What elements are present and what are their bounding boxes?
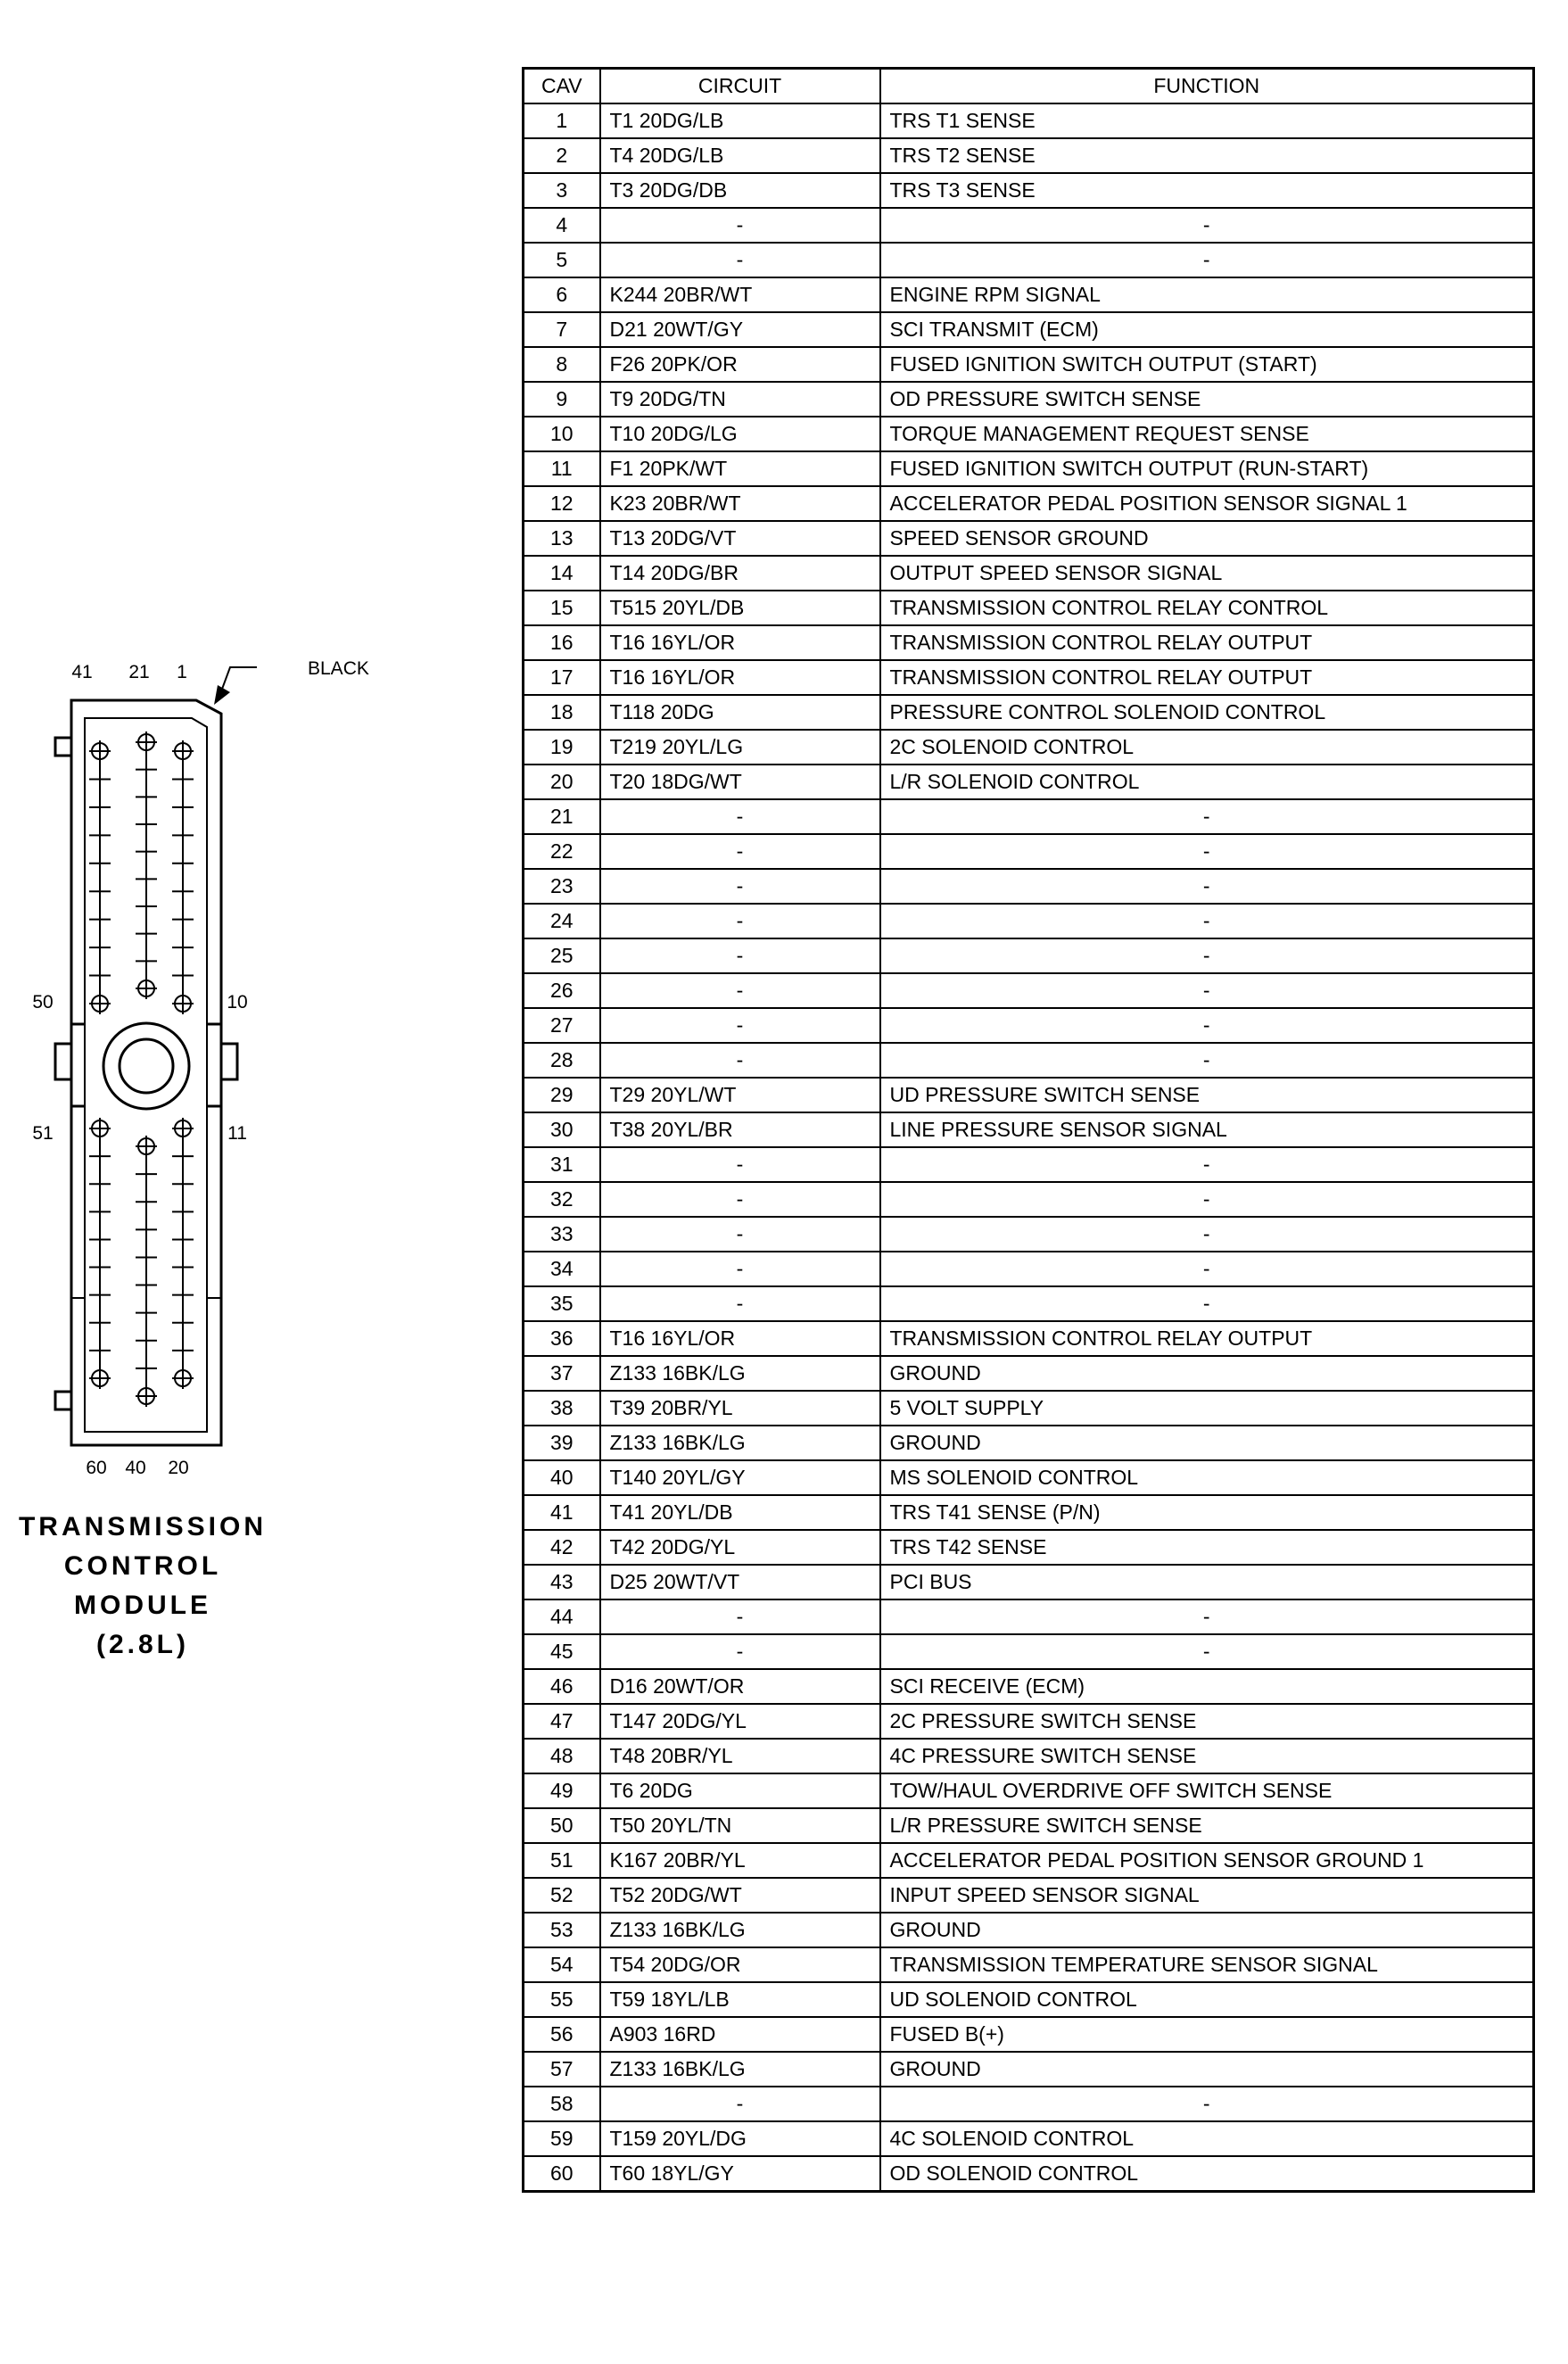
function-cell: TRANSMISSION CONTROL RELAY OUTPUT (880, 660, 1534, 695)
table-row (524, 1112, 1534, 1147)
cav-cell: 38 (524, 1391, 600, 1426)
cav-cell: 42 (524, 1530, 600, 1565)
circuit-cell: - (600, 2087, 880, 2121)
cav-cell: 6 (524, 277, 600, 312)
cav-cell: 25 (524, 938, 600, 973)
cav-cell: 5 (524, 243, 600, 277)
cavity-pin (172, 993, 194, 1014)
left-label-51: 51 (32, 1123, 54, 1144)
function-cell: OD PRESSURE SWITCH SENSE (880, 382, 1534, 417)
cav-cell: 21 (524, 799, 600, 834)
circuit-cell: T140 20YL/GY (600, 1460, 880, 1495)
table-row (524, 730, 1534, 765)
circuit-cell: - (600, 834, 880, 869)
cav-cell: 24 (524, 904, 600, 938)
function-cell: - (880, 973, 1534, 1008)
cav-cell: 50 (524, 1808, 600, 1843)
circuit-cell: T16 16YL/OR (600, 660, 880, 695)
function-cell: TORQUE MANAGEMENT REQUEST SENSE (880, 417, 1534, 451)
circuit-cell: T159 20YL/DG (600, 2121, 880, 2156)
circuit-cell: - (600, 938, 880, 973)
cav-cell: 45 (524, 1634, 600, 1669)
circuit-cell: D16 20WT/OR (600, 1669, 880, 1704)
circuit-cell: - (600, 973, 880, 1008)
cav-cell: 4 (524, 208, 600, 243)
circuit-cell: - (600, 1043, 880, 1078)
connector-title-line: CONTROL (63, 1551, 222, 1581)
function-cell: - (880, 1217, 1534, 1252)
right-label-11: 11 (227, 1123, 247, 1144)
circuit-cell: - (600, 1599, 880, 1634)
cav-cell: 52 (524, 1878, 600, 1913)
circuit-cell: T38 20YL/BR (600, 1112, 880, 1147)
circuit-cell: - (600, 799, 880, 834)
table-row (524, 1773, 1534, 1808)
function-cell: 5 VOLT SUPPLY (880, 1391, 1534, 1426)
table-row (524, 1634, 1534, 1669)
circuit-cell: T118 20DG (600, 695, 880, 730)
cavity-pin (136, 978, 157, 999)
circuit-cell: K23 20BR/WT (600, 486, 880, 521)
table-row (524, 1321, 1534, 1356)
cav-cell: 46 (524, 1669, 600, 1704)
pinout-table-body (524, 103, 1534, 2192)
cav-cell: 12 (524, 486, 600, 521)
function-cell: - (880, 208, 1534, 243)
table-row (524, 1008, 1534, 1043)
function-cell: PCI BUS (880, 1565, 1534, 1599)
function-cell: - (880, 1008, 1534, 1043)
table-row (524, 1878, 1534, 1913)
circuit-cell: T20 18DG/WT (600, 765, 880, 799)
table-row (524, 2017, 1534, 2052)
function-cell: 2C SOLENOID CONTROL (880, 730, 1534, 765)
header-function: FUNCTION (880, 69, 1534, 104)
table-row (524, 1913, 1534, 1947)
cavity-pin (172, 740, 194, 762)
cav-cell: 57 (524, 2052, 600, 2087)
table-row (524, 1599, 1534, 1634)
cav-cell: 26 (524, 973, 600, 1008)
table-row (524, 695, 1534, 730)
function-cell: TRS T2 SENSE (880, 138, 1534, 173)
circuit-cell: - (600, 904, 880, 938)
cav-cell: 56 (524, 2017, 600, 2052)
table-row (524, 1704, 1534, 1739)
connector-title-line: TRANSMISSION (18, 1512, 267, 1542)
table-row (524, 173, 1534, 208)
circuit-cell: T39 20BR/YL (600, 1391, 880, 1426)
table-row (524, 2087, 1534, 2121)
function-cell: TRS T42 SENSE (880, 1530, 1534, 1565)
cav-cell: 27 (524, 1008, 600, 1043)
cavity-pin (172, 1368, 194, 1389)
circuit-cell: T29 20YL/WT (600, 1078, 880, 1112)
function-cell: - (880, 938, 1534, 973)
top-label-21: 21 (128, 662, 150, 682)
function-cell: TRS T1 SENSE (880, 103, 1534, 138)
table-row (524, 243, 1534, 277)
cav-cell: 14 (524, 556, 600, 591)
circuit-cell: T219 20YL/LG (600, 730, 880, 765)
table-row (524, 1182, 1534, 1217)
function-cell: GROUND (880, 1426, 1534, 1460)
cav-cell: 55 (524, 1982, 600, 2017)
table-row (524, 938, 1534, 973)
cav-cell: 17 (524, 660, 600, 695)
function-cell: - (880, 904, 1534, 938)
circuit-cell: Z133 16BK/LG (600, 2052, 880, 2087)
table-row (524, 1147, 1534, 1182)
function-cell: ENGINE RPM SIGNAL (880, 277, 1534, 312)
cav-cell: 33 (524, 1217, 600, 1252)
function-cell: - (880, 1286, 1534, 1321)
circuit-cell: A903 16RD (600, 2017, 880, 2052)
table-row (524, 1530, 1534, 1565)
table-row (524, 799, 1534, 834)
cav-cell: 13 (524, 521, 600, 556)
table-row (524, 765, 1534, 799)
circuit-cell: - (600, 1147, 880, 1182)
circuit-cell: - (600, 1182, 880, 1217)
cav-cell: 53 (524, 1913, 600, 1947)
cav-cell: 19 (524, 730, 600, 765)
table-row (524, 1217, 1534, 1252)
function-cell: - (880, 1147, 1534, 1182)
circuit-cell: T10 20DG/LG (600, 417, 880, 451)
cav-cell: 29 (524, 1078, 600, 1112)
table-row (524, 1391, 1534, 1426)
cav-cell: 8 (524, 347, 600, 382)
circuit-cell: F26 20PK/OR (600, 347, 880, 382)
circuit-cell: T14 20DG/BR (600, 556, 880, 591)
cav-cell: 7 (524, 312, 600, 347)
function-cell: TRANSMISSION CONTROL RELAY OUTPUT (880, 1321, 1534, 1356)
circuit-cell: T54 20DG/OR (600, 1947, 880, 1982)
cav-cell: 20 (524, 765, 600, 799)
table-row (524, 417, 1534, 451)
circuit-cell: D25 20WT/VT (600, 1565, 880, 1599)
table-header-row (524, 69, 1534, 104)
cavity-pin (89, 1118, 111, 1139)
function-cell: - (880, 1043, 1534, 1078)
function-cell: INPUT SPEED SENSOR SIGNAL (880, 1878, 1534, 1913)
circuit-cell: T515 20YL/DB (600, 591, 880, 625)
table-row (524, 1460, 1534, 1495)
table-row (524, 1356, 1534, 1391)
table-row (524, 277, 1534, 312)
table-row (524, 1982, 1534, 2017)
table-row (524, 556, 1534, 591)
cavity-pin (136, 732, 157, 753)
circuit-cell: Z133 16BK/LG (600, 1356, 880, 1391)
function-cell: LINE PRESSURE SENSOR SIGNAL (880, 1112, 1534, 1147)
circuit-cell: T42 20DG/YL (600, 1530, 880, 1565)
function-cell: - (880, 834, 1534, 869)
cav-cell: 49 (524, 1773, 600, 1808)
cavity-pin (89, 740, 111, 762)
cav-cell: 16 (524, 625, 600, 660)
connector-title (0, 1508, 285, 1665)
circuit-cell: T147 20DG/YL (600, 1704, 880, 1739)
function-cell: PRESSURE CONTROL SOLENOID CONTROL (880, 695, 1534, 730)
table-row (524, 834, 1534, 869)
cav-cell: 18 (524, 695, 600, 730)
circuit-cell: T16 16YL/OR (600, 625, 880, 660)
cav-cell: 1 (524, 103, 600, 138)
circuit-cell: - (600, 869, 880, 904)
cav-cell: 32 (524, 1182, 600, 1217)
function-cell: FUSED IGNITION SWITCH OUTPUT (RUN-START) (880, 451, 1534, 486)
table-row (524, 1808, 1534, 1843)
table-row (524, 1043, 1534, 1078)
circuit-cell: - (600, 1634, 880, 1669)
table-row (524, 347, 1534, 382)
table-row (524, 2156, 1534, 2192)
circuit-cell: T1 20DG/LB (600, 103, 880, 138)
table-row (524, 904, 1534, 938)
circuit-cell: Z133 16BK/LG (600, 1913, 880, 1947)
circuit-cell: T6 20DG (600, 1773, 880, 1808)
table-row (524, 1843, 1534, 1878)
table-row (524, 869, 1534, 904)
function-cell: TRANSMISSION TEMPERATURE SENSOR SIGNAL (880, 1947, 1534, 1982)
function-cell: ACCELERATOR PEDAL POSITION SENSOR GROUND 1 (880, 1843, 1534, 1878)
function-cell: 2C PRESSURE SWITCH SENSE (880, 1704, 1534, 1739)
circuit-cell: T4 20DG/LB (600, 138, 880, 173)
cav-cell: 30 (524, 1112, 600, 1147)
cav-cell: 41 (524, 1495, 600, 1530)
cav-cell: 10 (524, 417, 600, 451)
connector-outline (55, 667, 257, 1445)
table-row (524, 312, 1534, 347)
table-row (524, 1495, 1534, 1530)
cav-cell: 22 (524, 834, 600, 869)
cav-cell: 23 (524, 869, 600, 904)
cavity-pin (89, 993, 111, 1014)
function-cell: - (880, 1182, 1534, 1217)
table-row (524, 1426, 1534, 1460)
cav-cell: 37 (524, 1356, 600, 1391)
cav-cell: 11 (524, 451, 600, 486)
function-cell: - (880, 799, 1534, 834)
table-row (524, 486, 1534, 521)
function-cell: MS SOLENOID CONTROL (880, 1460, 1534, 1495)
circuit-cell: - (600, 1217, 880, 1252)
function-cell: SPEED SENSOR GROUND (880, 521, 1534, 556)
function-cell: TRANSMISSION CONTROL RELAY OUTPUT (880, 625, 1534, 660)
function-cell: L/R SOLENOID CONTROL (880, 765, 1534, 799)
function-cell: GROUND (880, 1913, 1534, 1947)
table-row (524, 660, 1534, 695)
function-cell: - (880, 2087, 1534, 2121)
table-row (524, 1252, 1534, 1286)
cav-cell: 43 (524, 1565, 600, 1599)
cav-cell: 44 (524, 1599, 600, 1634)
cav-cell: 34 (524, 1252, 600, 1286)
cav-cell: 28 (524, 1043, 600, 1078)
circuit-cell: T59 18YL/LB (600, 1982, 880, 2017)
function-cell: UD PRESSURE SWITCH SENSE (880, 1078, 1534, 1112)
pinout-table (522, 67, 1535, 2193)
table-row (524, 208, 1534, 243)
table-row (524, 591, 1534, 625)
table-row (524, 2052, 1534, 2087)
function-cell: FUSED IGNITION SWITCH OUTPUT (START) (880, 347, 1534, 382)
cavity-pin (136, 1385, 157, 1407)
function-cell: TRS T3 SENSE (880, 173, 1534, 208)
cav-cell: 58 (524, 2087, 600, 2121)
circuit-cell: T3 20DG/DB (600, 173, 880, 208)
bottom-label-20: 20 (168, 1458, 189, 1478)
function-cell: - (880, 1634, 1534, 1669)
circuit-cell: T52 20DG/WT (600, 1878, 880, 1913)
circuit-cell: T48 20BR/YL (600, 1739, 880, 1773)
top-label-41: 41 (71, 662, 93, 682)
circuit-cell: T60 18YL/GY (600, 2156, 880, 2192)
circuit-cell: - (600, 208, 880, 243)
function-cell: GROUND (880, 2052, 1534, 2087)
bottom-label-40: 40 (125, 1458, 146, 1478)
bottom-label-60: 60 (86, 1458, 107, 1478)
circuit-cell: Z133 16BK/LG (600, 1426, 880, 1460)
function-cell: TRS T41 SENSE (P/N) (880, 1495, 1534, 1530)
cav-cell: 31 (524, 1147, 600, 1182)
cav-cell: 60 (524, 2156, 600, 2192)
table-row (524, 451, 1534, 486)
cavity-pin (172, 1118, 194, 1139)
color-leader-arrowhead (214, 685, 230, 705)
table-row (524, 103, 1534, 138)
circuit-cell: T9 20DG/TN (600, 382, 880, 417)
cav-cell: 36 (524, 1321, 600, 1356)
cav-cell: 3 (524, 173, 600, 208)
connector-title-line: MODULE (74, 1591, 211, 1620)
table-row (524, 521, 1534, 556)
cav-cell: 9 (524, 382, 600, 417)
function-cell: OUTPUT SPEED SENSOR SIGNAL (880, 556, 1534, 591)
circuit-cell: T16 16YL/OR (600, 1321, 880, 1356)
color-label: BLACK (308, 658, 369, 679)
cav-cell: 39 (524, 1426, 600, 1460)
circuit-cell: K167 20BR/YL (600, 1843, 880, 1878)
function-cell: ACCELERATOR PEDAL POSITION SENSOR SIGNAL 1 (880, 486, 1534, 521)
cav-cell: 2 (524, 138, 600, 173)
table-row (524, 138, 1534, 173)
circuit-cell: T13 20DG/VT (600, 521, 880, 556)
function-cell: 4C PRESSURE SWITCH SENSE (880, 1739, 1534, 1773)
header-cav: CAV (524, 69, 600, 104)
function-cell: - (880, 869, 1534, 904)
function-cell: SCI TRANSMIT (ECM) (880, 312, 1534, 347)
function-cell: - (880, 243, 1534, 277)
function-cell: OD SOLENOID CONTROL (880, 2156, 1534, 2192)
circuit-cell: - (600, 1286, 880, 1321)
cav-cell: 51 (524, 1843, 600, 1878)
table-row (524, 973, 1534, 1008)
table-row (524, 1947, 1534, 1982)
circuit-cell: - (600, 243, 880, 277)
table-row (524, 1078, 1534, 1112)
function-cell: FUSED B(+) (880, 2017, 1534, 2052)
cav-cell: 48 (524, 1739, 600, 1773)
left-label-50: 50 (32, 992, 54, 1013)
table-row (524, 2121, 1534, 2156)
table-row (524, 625, 1534, 660)
function-cell: GROUND (880, 1356, 1534, 1391)
cav-cell: 59 (524, 2121, 600, 2156)
function-cell: SCI RECEIVE (ECM) (880, 1669, 1534, 1704)
function-cell: TRANSMISSION CONTROL RELAY CONTROL (880, 591, 1534, 625)
circuit-cell: T41 20YL/DB (600, 1495, 880, 1530)
circuit-cell: K244 20BR/WT (600, 277, 880, 312)
cav-cell: 40 (524, 1460, 600, 1495)
circuit-cell: F1 20PK/WT (600, 451, 880, 486)
circuit-cell: T50 20YL/TN (600, 1808, 880, 1843)
table-row (524, 1286, 1534, 1321)
function-cell: L/R PRESSURE SWITCH SENSE (880, 1808, 1534, 1843)
function-cell: UD SOLENOID CONTROL (880, 1982, 1534, 2017)
cav-cell: 47 (524, 1704, 600, 1739)
header-circuit: CIRCUIT (600, 69, 880, 104)
cavity-pin (89, 1368, 111, 1389)
connector-labels (32, 658, 369, 1478)
table-row (524, 1565, 1534, 1599)
circuit-cell: - (600, 1252, 880, 1286)
cavity-pin (136, 1136, 157, 1157)
function-cell: TOW/HAUL OVERDRIVE OFF SWITCH SENSE (880, 1773, 1534, 1808)
circuit-cell: D21 20WT/GY (600, 312, 880, 347)
function-cell: - (880, 1599, 1534, 1634)
right-label-10: 10 (227, 992, 248, 1013)
function-cell: 4C SOLENOID CONTROL (880, 2121, 1534, 2156)
table-row (524, 382, 1534, 417)
top-label-1: 1 (177, 662, 187, 682)
table-row (524, 1669, 1534, 1704)
circuit-cell: - (600, 1008, 880, 1043)
cav-cell: 54 (524, 1947, 600, 1982)
function-cell: - (880, 1252, 1534, 1286)
cav-cell: 35 (524, 1286, 600, 1321)
table-row (524, 1739, 1534, 1773)
cav-cell: 15 (524, 591, 600, 625)
connector-title-line: (2.8L) (95, 1630, 189, 1659)
